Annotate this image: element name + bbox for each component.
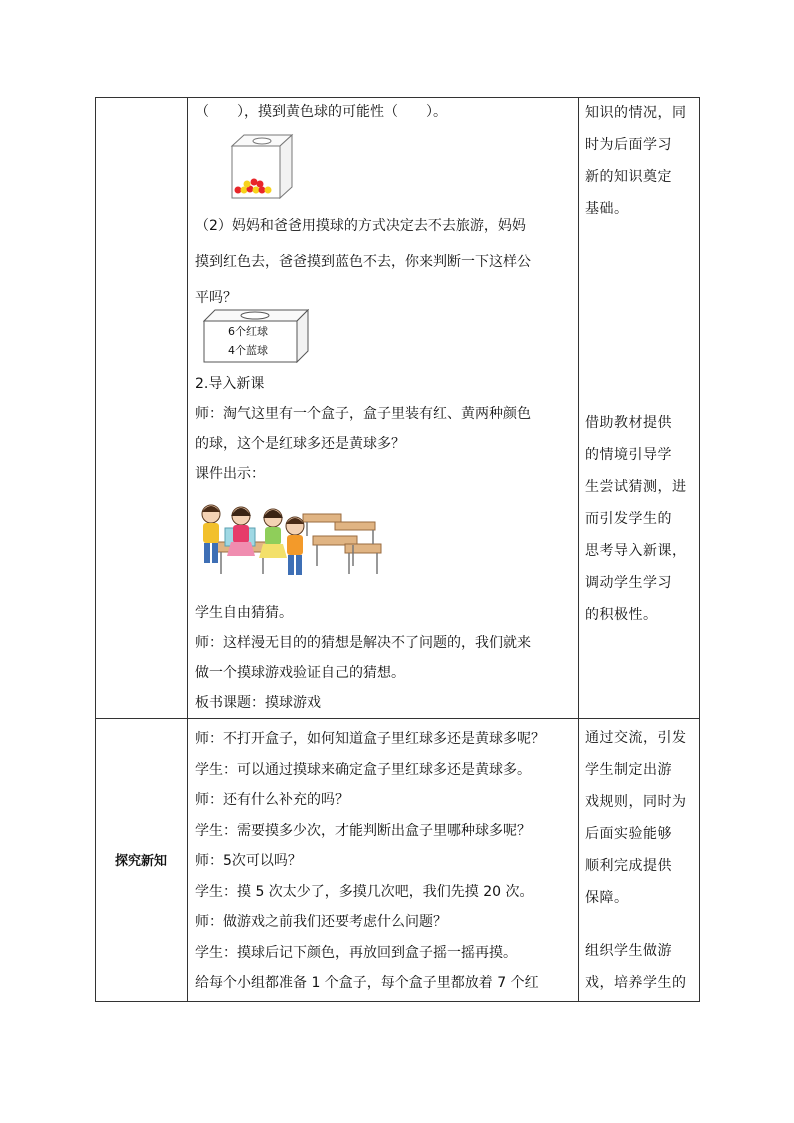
dialogue-line: 师：不打开盒子，如何知道盒子里红球多还是黄球多呢？ bbox=[195, 731, 545, 747]
column-divider-1 bbox=[187, 97, 188, 1002]
row-divider bbox=[95, 718, 700, 719]
note-line: 调动学生学习 bbox=[585, 575, 672, 591]
row1-question2 bbox=[195, 212, 575, 313]
note-line: 戏规则，同时为 bbox=[585, 794, 687, 810]
q2-line2: 摸到红色去，爸爸摸到蓝色不去，你来判断一下这样公 bbox=[195, 254, 531, 270]
note-line: 通过交流，引发 bbox=[585, 730, 687, 746]
dialogue-line: 学生：摸 5 次太少了，多摸几次吧，我们先摸 20 次。 bbox=[195, 883, 534, 900]
column-divider-2 bbox=[578, 97, 579, 1002]
intro-title: 2.导入新课 bbox=[195, 376, 265, 392]
q2-line3: 平吗？ bbox=[195, 290, 237, 306]
section-label-explore: 探究新知 bbox=[114, 854, 167, 869]
teacher-reply-line2: 做一个摸球游戏验证自己的猜想。 bbox=[195, 665, 405, 681]
dialogue-line: 给每个小组都准备 1 个盒子，每个盒子里都放着 7 个红 bbox=[195, 975, 539, 991]
row1-main-content bbox=[195, 98, 575, 127]
note-line: 时为后面学习 bbox=[585, 137, 672, 153]
note-line: 而引发学生的 bbox=[585, 511, 672, 527]
note-line: 的情境引导学 bbox=[585, 447, 672, 463]
note-line: 基础。 bbox=[585, 201, 629, 217]
blue-ball-count-label: 4个蓝球 bbox=[228, 344, 268, 357]
note-line: 顺利完成提供 bbox=[585, 858, 672, 874]
red-ball-count-label: 6个红球 bbox=[228, 325, 268, 338]
ball-box-illustration bbox=[228, 132, 294, 202]
row1-intro bbox=[195, 370, 575, 489]
row2-note-a bbox=[585, 722, 697, 914]
note-line: 保障。 bbox=[585, 890, 629, 906]
note-line: 生尝试猜测，进 bbox=[585, 479, 687, 495]
row2-main-content bbox=[195, 724, 575, 999]
dialogue-line: 师：还有什么补充的吗？ bbox=[195, 792, 349, 808]
row1-note-a bbox=[585, 97, 697, 225]
q2-line1: （2）妈妈和爸爸用摸球的方式决定去不去旅游，妈妈 bbox=[195, 218, 526, 234]
dialogue-line: 学生：摸球后记下颜色，再放回到盒子摇一摇再摸。 bbox=[195, 944, 517, 961]
teacher-line2: 的球，这个是红球多还是黄球多？ bbox=[195, 436, 405, 452]
courseware-label: 课件出示： bbox=[195, 466, 265, 482]
note-line: 借助教材提供 bbox=[585, 415, 672, 431]
teacher-reply-line1: 师：这样漫无目的的猜想是解决不了问题的，我们就来 bbox=[195, 635, 531, 651]
note-line: 的积极性。 bbox=[585, 607, 658, 623]
note-line: 学生制定出游 bbox=[585, 762, 672, 778]
note-line: 戏，培养学生的 bbox=[585, 975, 687, 991]
dialogue-line: 师：做游戏之前我们还要考虑什么问题？ bbox=[195, 914, 447, 930]
dialogue-line: 学生：需要摸多少次，才能判断出盒子里哪种球多呢？ bbox=[195, 822, 531, 839]
row2-note-b bbox=[585, 935, 697, 999]
q1-tail-text: （ ），摸到黄色球的可能性（ ）。 bbox=[195, 104, 447, 120]
children-classroom-illustration bbox=[195, 500, 385, 590]
row1-note-b bbox=[585, 407, 697, 631]
dialogue-line: 师：5次可以吗？ bbox=[195, 853, 302, 869]
labeled-ball-box bbox=[203, 309, 309, 363]
teacher-line1: 师：淘气这里有一个盒子，盒子里装有红、黄两种颜色 bbox=[195, 406, 531, 422]
note-line: 后面实验能够 bbox=[585, 826, 672, 842]
student-guess: 学生自由猜猜。 bbox=[195, 605, 293, 621]
note-line: 思考导入新课， bbox=[585, 543, 687, 559]
note-line: 新的知识奠定 bbox=[585, 169, 672, 185]
row1-discussion bbox=[195, 599, 575, 718]
note-line: 知识的情况，同 bbox=[585, 105, 687, 121]
note-line: 组织学生做游 bbox=[585, 943, 672, 959]
board-title: 板书课题：摸球游戏 bbox=[195, 695, 321, 711]
dialogue-line: 学生：可以通过摸球来确定盒子里红球多还是黄球多。 bbox=[195, 761, 531, 778]
